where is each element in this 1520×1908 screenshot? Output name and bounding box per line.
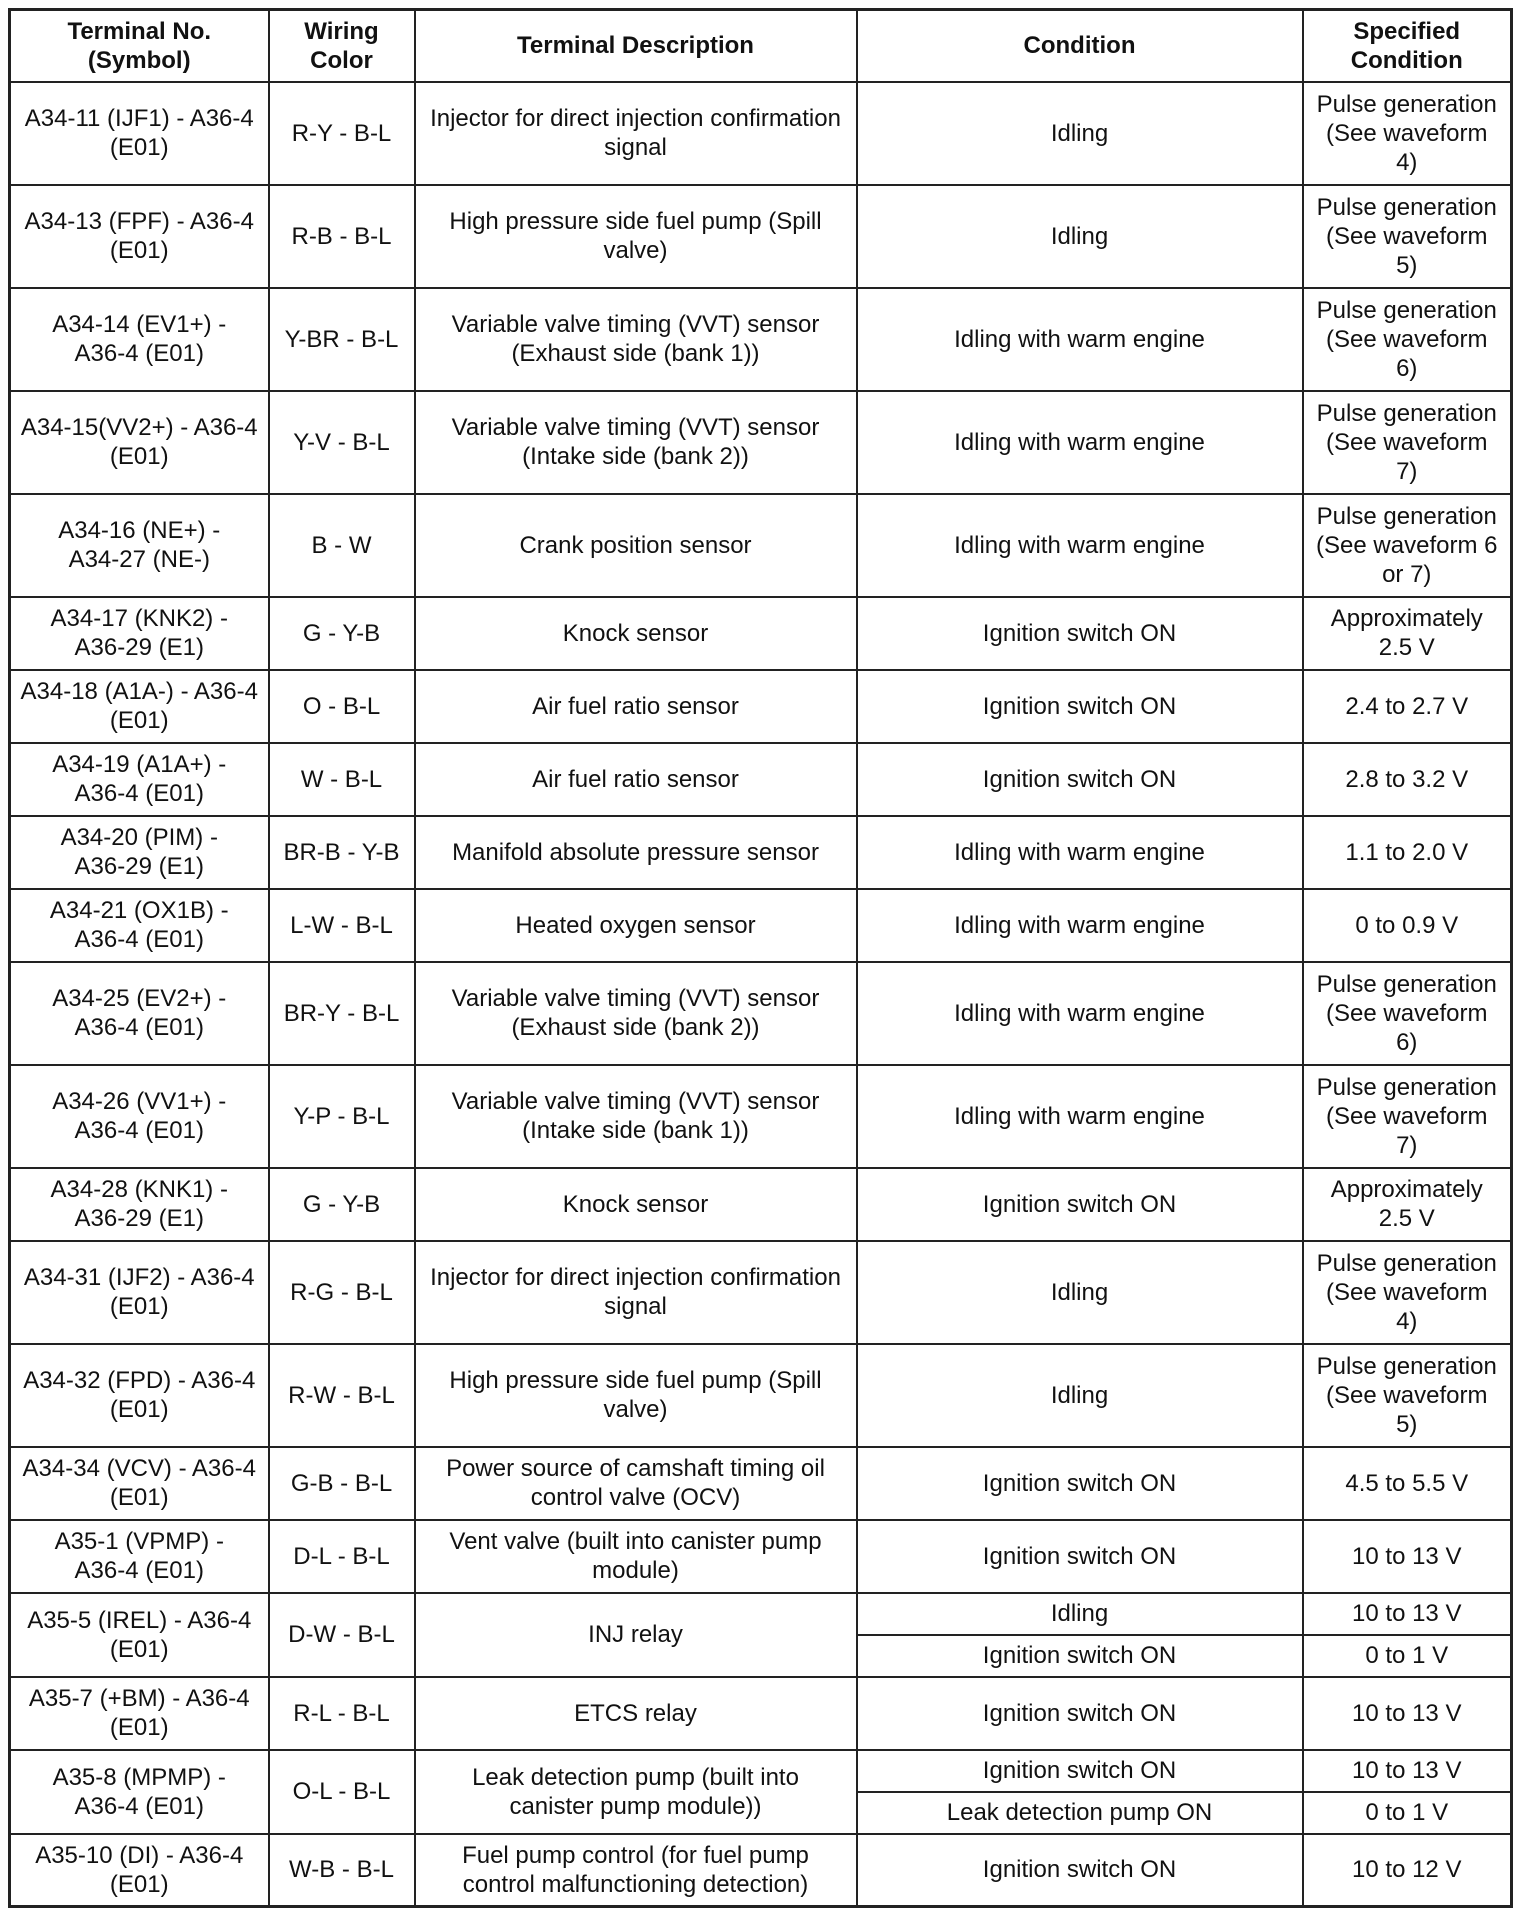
condition-cell: Idling xyxy=(857,185,1303,288)
description-cell: ETCS relay xyxy=(415,1677,857,1750)
condition-cell: Ignition switch ON xyxy=(857,1447,1303,1520)
specified-condition-cell: Pulse generation (See waveform 6 or 7) xyxy=(1303,494,1512,597)
terminal-cell: A34-18 (A1A-) - A36-4 (E01) xyxy=(10,670,269,743)
condition-cell: Idling with warm engine xyxy=(857,391,1303,494)
description-cell: Air fuel ratio sensor xyxy=(415,743,857,816)
description-cell: High pressure side fuel pump (Spill valve) xyxy=(415,1344,857,1447)
specified-condition-cell: 2.4 to 2.7 V xyxy=(1303,670,1512,743)
terminal-cell: A34-34 (VCV) - A36-4 (E01) xyxy=(10,1447,269,1520)
condition-cell: Idling with warm engine xyxy=(857,889,1303,962)
wiring-color-cell: G - Y-B xyxy=(269,1168,415,1241)
condition-cell: Ignition switch ON xyxy=(857,1520,1303,1593)
condition-cell: Ignition switch ON xyxy=(857,1834,1303,1907)
terminal-cell: A34-19 (A1A+) - A36-4 (E01) xyxy=(10,743,269,816)
terminal-cell: A34-15(VV2+) - A36-4 (E01) xyxy=(10,391,269,494)
description-cell: Air fuel ratio sensor xyxy=(415,670,857,743)
description-cell: Vent valve (built into canister pump module) xyxy=(415,1520,857,1593)
description-cell: Variable valve timing (VVT) sensor (Exhaust side (bank 2)) xyxy=(415,962,857,1065)
description-cell: Injector for direct injection confirmation signal xyxy=(415,82,857,185)
condition-cell: Idling with warm engine xyxy=(857,816,1303,889)
table-row xyxy=(10,816,1512,889)
condition-cell: Idling with warm engine xyxy=(857,962,1303,1065)
condition-cell: Idling xyxy=(857,1593,1303,1635)
specified-condition-cell: Pulse generation (See waveform 5) xyxy=(1303,1344,1512,1447)
condition-cell: Leak detection pump ON xyxy=(857,1792,1303,1834)
wiring-color-cell: W-B - B-L xyxy=(269,1834,415,1907)
table-row xyxy=(10,1593,1512,1635)
terminal-cell: A35-1 (VPMP) - A36-4 (E01) xyxy=(10,1520,269,1593)
specified-condition-cell: 10 to 13 V xyxy=(1303,1520,1512,1593)
terminal-cell: A34-14 (EV1+) - A36-4 (E01) xyxy=(10,288,269,391)
condition-cell: Ignition switch ON xyxy=(857,1635,1303,1677)
wiring-color-cell: Y-BR - B-L xyxy=(269,288,415,391)
wiring-color-cell: O - B-L xyxy=(269,670,415,743)
description-cell: Injector for direct injection confirmation signal xyxy=(415,1241,857,1344)
specified-condition-cell: 0 to 0.9 V xyxy=(1303,889,1512,962)
description-cell: Manifold absolute pressure sensor xyxy=(415,816,857,889)
description-cell: Knock sensor xyxy=(415,597,857,670)
condition-cell: Idling with warm engine xyxy=(857,494,1303,597)
header-terminal-description: Terminal Description xyxy=(415,10,857,82)
table-body xyxy=(10,82,1512,1907)
condition-cell: Ignition switch ON xyxy=(857,1677,1303,1750)
table-row xyxy=(10,1834,1512,1907)
wiring-color-cell: D-L - B-L xyxy=(269,1520,415,1593)
specified-condition-cell: 2.8 to 3.2 V xyxy=(1303,743,1512,816)
condition-cell: Ignition switch ON xyxy=(857,670,1303,743)
terminal-cell: A34-21 (OX1B) - A36-4 (E01) xyxy=(10,889,269,962)
table-row xyxy=(10,743,1512,816)
wiring-color-cell: O-L - B-L xyxy=(269,1750,415,1834)
description-cell: INJ relay xyxy=(415,1593,857,1677)
terminal-cell: A34-28 (KNK1) - A36-29 (E1) xyxy=(10,1168,269,1241)
specified-condition-cell: Pulse generation (See waveform 4) xyxy=(1303,82,1512,185)
table-row xyxy=(10,1168,1512,1241)
terminal-cell: A34-31 (IJF2) - A36-4 (E01) xyxy=(10,1241,269,1344)
terminal-spec-table xyxy=(8,8,1513,1908)
header-specified-condition: Specified Condition xyxy=(1303,10,1512,82)
terminal-cell: A35-8 (MPMP) - A36-4 (E01) xyxy=(10,1750,269,1834)
wiring-color-cell: L-W - B-L xyxy=(269,889,415,962)
terminal-cell: A34-32 (FPD) - A36-4 (E01) xyxy=(10,1344,269,1447)
description-cell: Crank position sensor xyxy=(415,494,857,597)
description-cell: High pressure side fuel pump (Spill valve) xyxy=(415,185,857,288)
terminal-cell: A34-25 (EV2+) - A36-4 (E01) xyxy=(10,962,269,1065)
specified-condition-cell: 4.5 to 5.5 V xyxy=(1303,1447,1512,1520)
specified-condition-cell: Pulse generation (See waveform 7) xyxy=(1303,1065,1512,1168)
table-row xyxy=(10,1344,1512,1447)
condition-cell: Ignition switch ON xyxy=(857,743,1303,816)
header-condition: Condition xyxy=(857,10,1303,82)
description-cell: Power source of camshaft timing oil control valve (OCV) xyxy=(415,1447,857,1520)
specified-condition-cell: 10 to 12 V xyxy=(1303,1834,1512,1907)
condition-cell: Ignition switch ON xyxy=(857,1750,1303,1792)
wiring-color-cell: Y-P - B-L xyxy=(269,1065,415,1168)
wiring-color-cell: R-L - B-L xyxy=(269,1677,415,1750)
condition-cell: Ignition switch ON xyxy=(857,1168,1303,1241)
wiring-color-cell: D-W - B-L xyxy=(269,1593,415,1677)
condition-cell: Idling xyxy=(857,82,1303,185)
table-row xyxy=(10,494,1512,597)
condition-cell: Idling xyxy=(857,1344,1303,1447)
header-wiring-color: Wiring Color xyxy=(269,10,415,82)
terminal-cell: A34-16 (NE+) - A34-27 (NE-) xyxy=(10,494,269,597)
table-row xyxy=(10,1065,1512,1168)
description-cell: Variable valve timing (VVT) sensor (Exhaust side (bank 1)) xyxy=(415,288,857,391)
terminal-cell: A34-20 (PIM) - A36-29 (E1) xyxy=(10,816,269,889)
description-cell: Heated oxygen sensor xyxy=(415,889,857,962)
wiring-color-cell: G-B - B-L xyxy=(269,1447,415,1520)
specified-condition-cell: Pulse generation (See waveform 4) xyxy=(1303,1241,1512,1344)
specified-condition-cell: Pulse generation (See waveform 6) xyxy=(1303,962,1512,1065)
wiring-color-cell: B - W xyxy=(269,494,415,597)
wiring-color-cell: W - B-L xyxy=(269,743,415,816)
table-row xyxy=(10,1750,1512,1792)
specified-condition-cell: Approximately 2.5 V xyxy=(1303,1168,1512,1241)
table-row xyxy=(10,597,1512,670)
table-row xyxy=(10,670,1512,743)
table-row xyxy=(10,391,1512,494)
wiring-color-cell: BR-Y - B-L xyxy=(269,962,415,1065)
table-row xyxy=(10,1677,1512,1750)
wiring-color-cell: R-W - B-L xyxy=(269,1344,415,1447)
condition-cell: Ignition switch ON xyxy=(857,597,1303,670)
description-cell: Variable valve timing (VVT) sensor (Intake side (bank 2)) xyxy=(415,391,857,494)
header-row xyxy=(10,10,1512,82)
specified-condition-cell: 10 to 13 V xyxy=(1303,1677,1512,1750)
wiring-color-cell: Y-V - B-L xyxy=(269,391,415,494)
description-cell: Leak detection pump (built into canister pump module)) xyxy=(415,1750,857,1834)
table-row xyxy=(10,962,1512,1065)
terminal-cell: A35-7 (+BM) - A36-4 (E01) xyxy=(10,1677,269,1750)
terminal-cell: A34-17 (KNK2) - A36-29 (E1) xyxy=(10,597,269,670)
condition-cell: Idling with warm engine xyxy=(857,288,1303,391)
specified-condition-cell: 10 to 13 V xyxy=(1303,1750,1512,1792)
wiring-color-cell: G - Y-B xyxy=(269,597,415,670)
terminal-spec-document xyxy=(8,8,1513,1908)
condition-cell: Idling with warm engine xyxy=(857,1065,1303,1168)
terminal-cell: A34-11 (IJF1) - A36-4 (E01) xyxy=(10,82,269,185)
table-row xyxy=(10,1241,1512,1344)
terminal-cell: A34-13 (FPF) - A36-4 (E01) xyxy=(10,185,269,288)
specified-condition-cell: 0 to 1 V xyxy=(1303,1635,1512,1677)
table-row xyxy=(10,1447,1512,1520)
table-row xyxy=(10,288,1512,391)
condition-cell: Idling xyxy=(857,1241,1303,1344)
specified-condition-cell: Pulse generation (See waveform 7) xyxy=(1303,391,1512,494)
wiring-color-cell: R-G - B-L xyxy=(269,1241,415,1344)
specified-condition-cell: Pulse generation (See waveform 5) xyxy=(1303,185,1512,288)
wiring-color-cell: R-B - B-L xyxy=(269,185,415,288)
description-cell: Variable valve timing (VVT) sensor (Intake side (bank 1)) xyxy=(415,1065,857,1168)
header-terminal-no: Terminal No. (Symbol) xyxy=(10,10,269,82)
terminal-cell: A35-10 (DI) - A36-4 (E01) xyxy=(10,1834,269,1907)
table-row xyxy=(10,1520,1512,1593)
table-row xyxy=(10,889,1512,962)
description-cell: Knock sensor xyxy=(415,1168,857,1241)
wiring-color-cell: BR-B - Y-B xyxy=(269,816,415,889)
specified-condition-cell: 1.1 to 2.0 V xyxy=(1303,816,1512,889)
description-cell: Fuel pump control (for fuel pump control malfunctioning detection) xyxy=(415,1834,857,1907)
table-row xyxy=(10,82,1512,185)
specified-condition-cell: 10 to 13 V xyxy=(1303,1593,1512,1635)
terminal-cell: A35-5 (IREL) - A36-4 (E01) xyxy=(10,1593,269,1677)
terminal-cell: A34-26 (VV1+) - A36-4 (E01) xyxy=(10,1065,269,1168)
table-row xyxy=(10,185,1512,288)
specified-condition-cell: Pulse generation (See waveform 6) xyxy=(1303,288,1512,391)
wiring-color-cell: R-Y - B-L xyxy=(269,82,415,185)
specified-condition-cell: 0 to 1 V xyxy=(1303,1792,1512,1834)
specified-condition-cell: Approximately 2.5 V xyxy=(1303,597,1512,670)
